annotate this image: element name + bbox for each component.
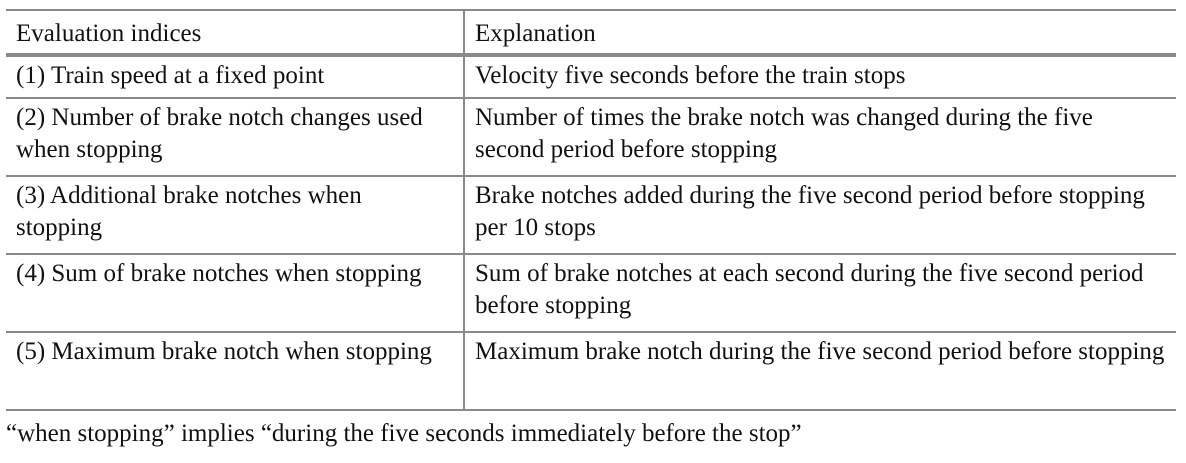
table-body — [6, 55, 1176, 410]
header-evaluation-indices: Evaluation indices — [6, 10, 464, 55]
table-row — [6, 55, 1176, 98]
evaluation-index-cell: (5) Maximum brake notch when stopping — [6, 332, 464, 410]
evaluation-index-cell: (2) Number of brake notch changes used when stopping — [6, 98, 464, 176]
table-row — [6, 254, 1176, 332]
explanation-cell: Sum of brake notches at each second during the five second period before stopping — [464, 254, 1176, 332]
evaluation-index-cell: (4) Sum of brake notches when stopping — [6, 254, 464, 332]
table-row — [6, 332, 1176, 410]
evaluation-indices-table — [6, 9, 1176, 411]
explanation-cell: Maximum brake notch during the five second period before stopping — [464, 332, 1176, 410]
evaluation-table-container — [6, 9, 1176, 411]
header-row — [6, 10, 1176, 55]
table-footnote: “when stopping” implies “during the five seconds immediately before the stop” — [6, 420, 802, 447]
table-row — [6, 176, 1176, 254]
header-explanation: Explanation — [464, 10, 1176, 55]
explanation-cell: Number of times the brake notch was changed during the five second period before stopping — [464, 98, 1176, 176]
evaluation-index-cell: (1) Train speed at a fixed point — [6, 55, 464, 98]
evaluation-index-cell: (3) Additional brake notches when stopping — [6, 176, 464, 254]
explanation-cell: Velocity five seconds before the train stops — [464, 55, 1176, 98]
table-row — [6, 98, 1176, 176]
explanation-cell: Brake notches added during the five second period before stopping per 10 stops — [464, 176, 1176, 254]
table-header — [6, 10, 1176, 55]
